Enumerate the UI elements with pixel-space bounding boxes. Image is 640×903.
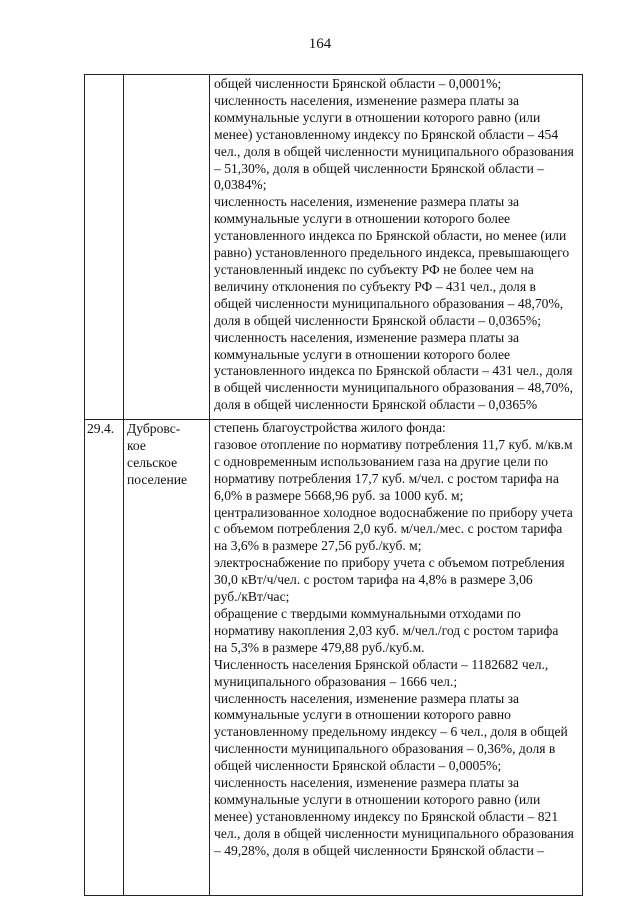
text-line: установленного индекса по Брянской области, но менее (или bbox=[214, 228, 567, 244]
continued-row-text bbox=[214, 76, 579, 414]
name-line: кое bbox=[127, 437, 146, 453]
text-line: степень благоустройства жилого фонда: bbox=[214, 420, 446, 435]
text-line: равно) установленного предельного индекса, превышающего bbox=[214, 245, 570, 261]
text-line: централизованное холодное водоснабжение по прибору учета bbox=[214, 504, 573, 520]
text-line: 6,0% в размере 5668,96 руб. за 1000 куб. м; bbox=[214, 487, 464, 503]
text-line: с одновременным использованием газа на другие цели по bbox=[214, 453, 549, 469]
text-line: 0,0384%; bbox=[214, 177, 267, 193]
text-line: в общей численности муниципального образования – 48,70%, bbox=[214, 380, 574, 396]
text-line: муниципального образования – 1666 чел.; bbox=[214, 673, 458, 689]
text-line: нормативу накопления 2,03 куб. м/чел./год с ростом тарифа bbox=[214, 622, 559, 638]
text-line: чел., доля в общей численности муниципального образования bbox=[214, 143, 574, 159]
row-number: 29.4. bbox=[87, 421, 115, 436]
document-table bbox=[84, 74, 583, 896]
text-line: установленный индекс по субъекту РФ не более чем на bbox=[214, 261, 534, 277]
text-line: численность населения, изменение размера платы за bbox=[214, 194, 520, 210]
settlement-name bbox=[127, 421, 207, 489]
text-line: доля в общей численности Брянской области – 0,0365%; bbox=[214, 312, 542, 328]
text-line: величину отклонения по субъекту РФ – 431 чел., доля в bbox=[214, 278, 536, 294]
column-divider bbox=[209, 75, 210, 895]
text-line: электроснабжение по прибору учета с объемом потребления bbox=[214, 555, 565, 571]
text-line: доля в общей численности Брянской области – 0,0365% bbox=[214, 397, 538, 413]
name-line: поселение bbox=[127, 471, 188, 487]
text-line: нормативу потребления 17,7 куб. м/чел. с ростом тарифа на bbox=[214, 470, 559, 486]
text-line: с объемом потребления 2,0 куб. м/чел./мес. с ростом тарифа bbox=[214, 521, 563, 537]
text-line: общей численности Брянской области – 0,0001%; bbox=[214, 76, 502, 91]
text-line: на 5,3% в размере 479,88 руб./куб.м. bbox=[214, 639, 425, 655]
text-line: коммунальные услуги в отношении которого более bbox=[214, 211, 511, 227]
text-line: численность населения, изменение размера платы за bbox=[214, 92, 520, 108]
text-line: газовое отопление по нормативу потребления 11,7 куб. м/кв.м bbox=[214, 436, 573, 452]
text-line: обращение с твердыми коммунальными отходами по bbox=[214, 605, 521, 621]
text-line: установленного индекса по Брянской области – 431 чел., доля bbox=[214, 363, 573, 379]
text-line: численность населения, изменение размера платы за bbox=[214, 775, 520, 791]
text-line: коммунальные услуги в отношении которого равно bbox=[214, 707, 511, 723]
text-line: численности муниципального образования – 0,36%, доля в bbox=[214, 741, 556, 757]
text-line: установленному предельному индексу – 6 чел., доля в общей bbox=[214, 724, 568, 740]
text-line: общей численности муниципального образования – 48,70%, bbox=[214, 295, 564, 311]
text-line: коммунальные услуги в отношении которого равно (или bbox=[214, 109, 541, 125]
name-line: Дубровс- bbox=[127, 421, 181, 436]
text-line: менее) установленному индексу по Брянской области – 821 bbox=[214, 808, 559, 824]
text-line: 30,0 кВт/ч/чел. с ростом тарифа на 4,8% в размере 3,06 bbox=[214, 572, 533, 588]
name-line: сельское bbox=[127, 454, 178, 470]
text-line: численность населения, изменение размера платы за bbox=[214, 690, 520, 706]
text-line: менее) установленному индексу по Брянской области – 454 bbox=[214, 126, 559, 142]
text-line: – 49,28%, доля в общей численности Брянской области – bbox=[214, 842, 545, 858]
text-line: – 51,30%, доля в общей численности Брянской области – bbox=[214, 160, 545, 176]
text-line: общей численности Брянской области – 0,0005%; bbox=[214, 758, 502, 774]
text-line: чел., доля в общей численности муниципального образования bbox=[214, 825, 574, 841]
text-line: коммунальные услуги в отношении которого более bbox=[214, 346, 511, 362]
text-line: Численность населения Брянской области – 1182682 чел., bbox=[214, 656, 549, 672]
row-description-text bbox=[214, 420, 579, 860]
page-number: 164 bbox=[308, 36, 332, 52]
column-divider bbox=[123, 75, 124, 895]
text-line: на 3,6% в размере 27,56 руб./куб. м; bbox=[214, 538, 422, 554]
text-line: коммунальные услуги в отношении которого равно (или bbox=[214, 791, 541, 807]
text-line: руб./кВт/час; bbox=[214, 589, 290, 605]
text-line: численность населения, изменение размера платы за bbox=[214, 329, 520, 345]
